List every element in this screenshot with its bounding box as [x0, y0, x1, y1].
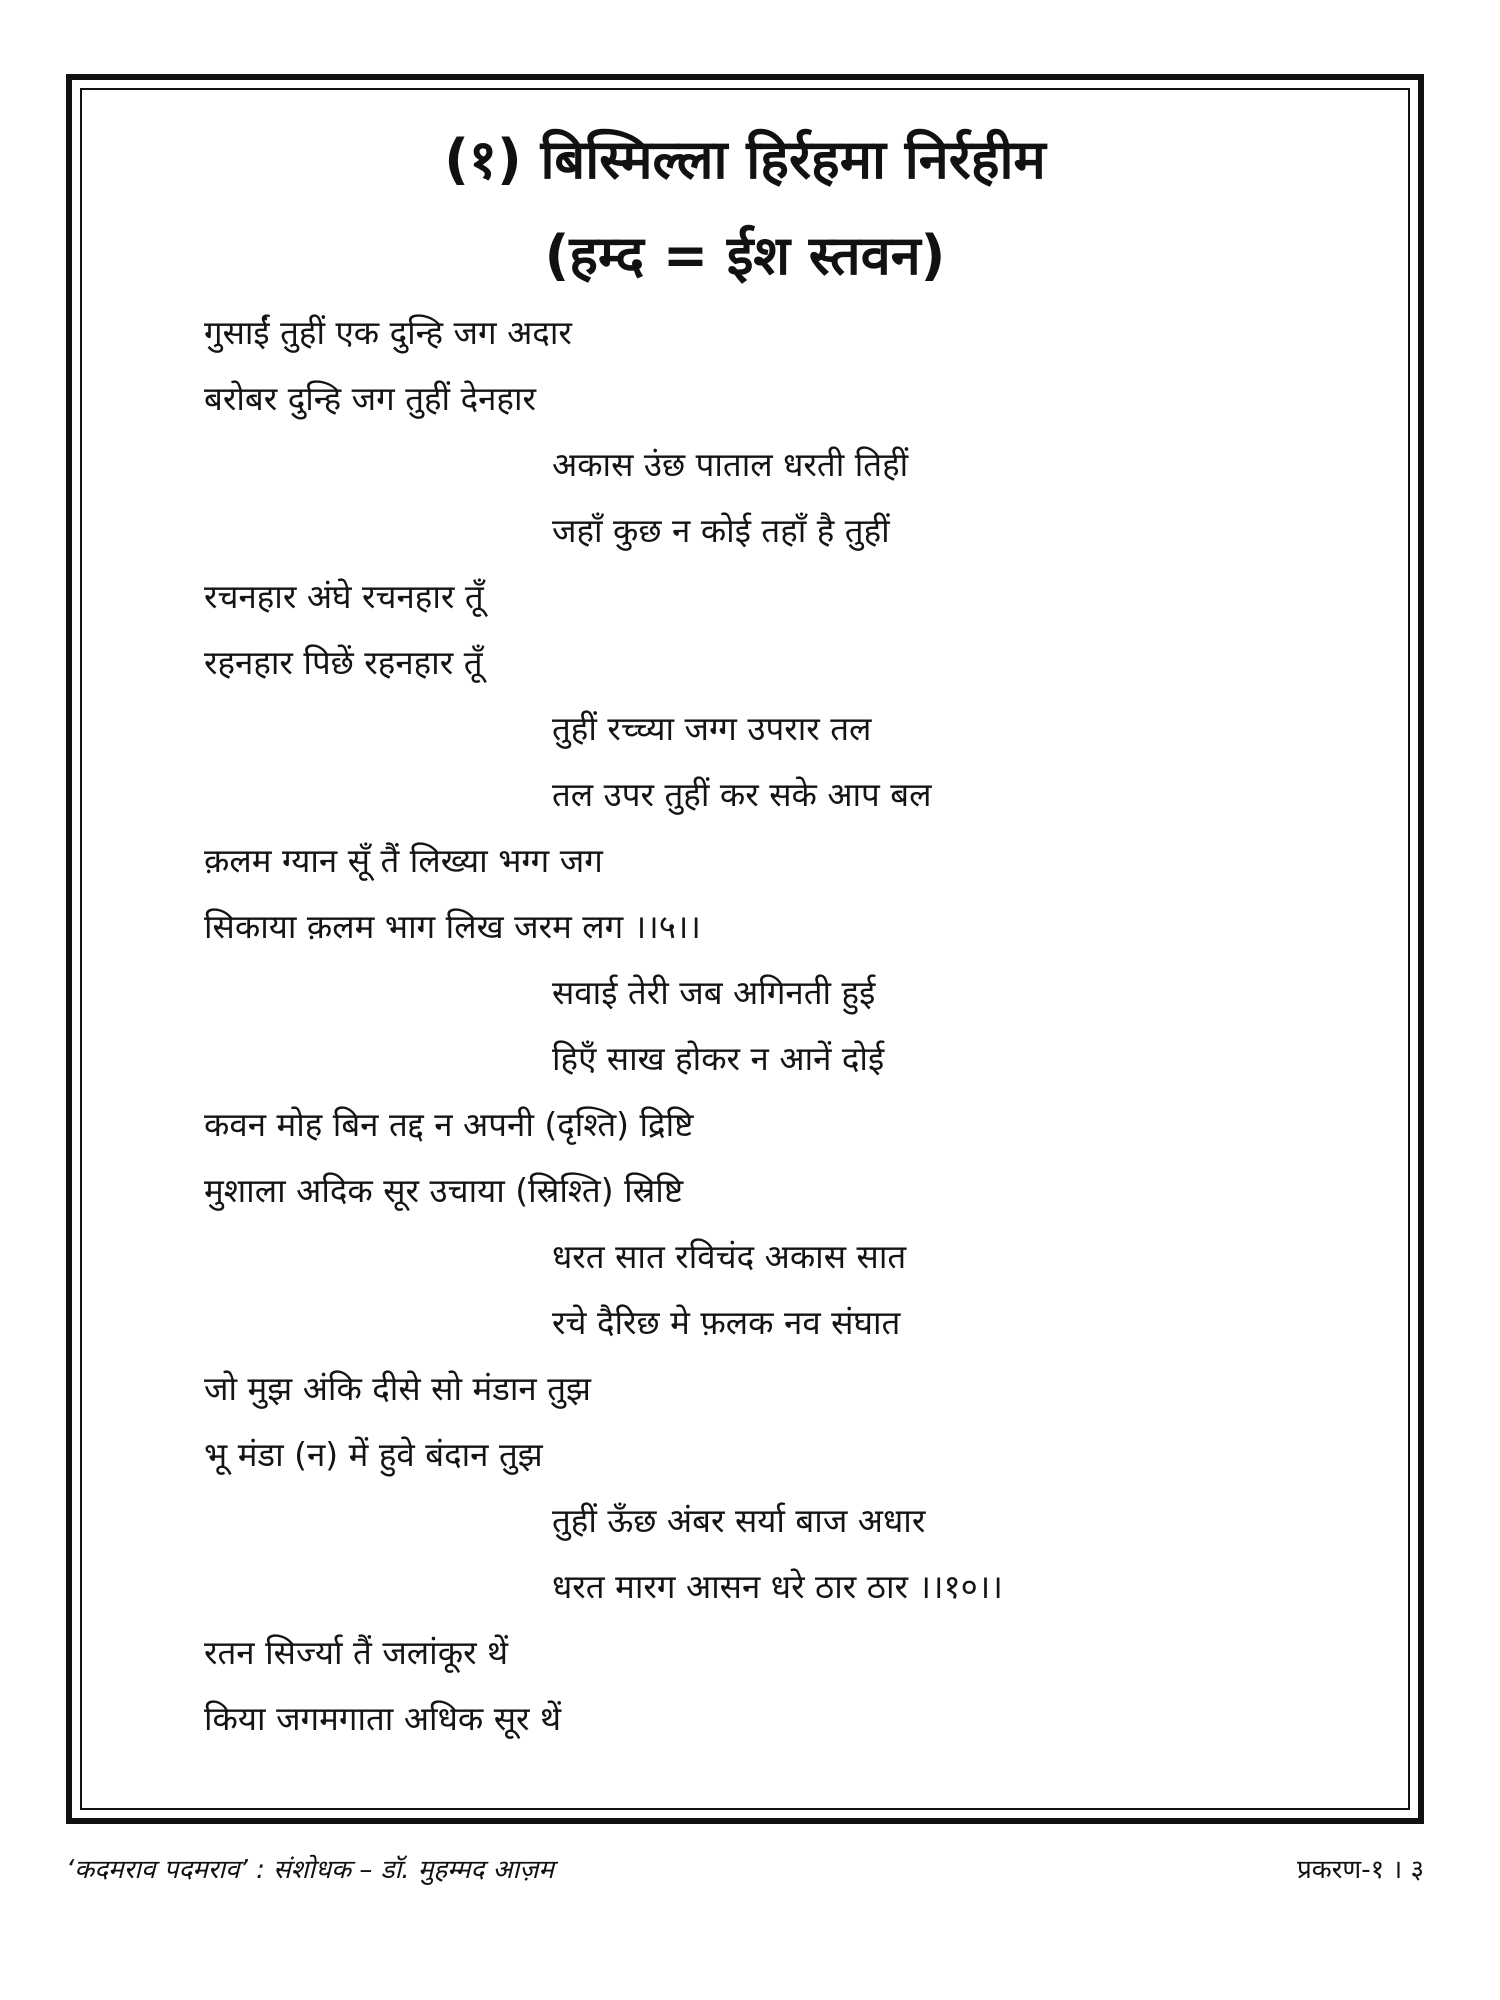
poem-verses: [82, 300, 1408, 1752]
page-inner-border: [80, 88, 1410, 1810]
verse-line: अकास उंछ पाताल धरती तिहीं: [552, 445, 909, 484]
verse-line: धरत सात रविचंद अकास सात: [552, 1237, 907, 1276]
verse-line: रचे दैरिछ मे फ़लक नव संघात: [552, 1303, 901, 1342]
verse-line: तल उपर तुहीं कर सके आप बल: [552, 775, 932, 814]
page-footer: [66, 1850, 1424, 1890]
verse-line: सवाई तेरी जब अगिनती हुई: [552, 973, 876, 1012]
verse-line: मुशाला अदिक सूर उचाया (स्रिश्ति) स्रिष्टि: [204, 1171, 684, 1210]
title-line-2: (हम्द = ईश स्तवन): [544, 224, 946, 287]
verse-line: कवन मोह बिन तद्द न अपनी (दृश्ति) द्रिष्टि: [204, 1105, 694, 1144]
verse-line: रचनहार अंघे रचनहार तूँ: [204, 577, 484, 616]
footer-page-number: प्रकरण-१ । ३: [1297, 1855, 1424, 1885]
verse-line: रहनहार पिछें रहनहार तूँ: [204, 643, 483, 682]
verse-line: हिएँ साख होकर न आनें दोई: [552, 1039, 885, 1078]
footer-book-credit: ‘कदमराव पदमराव’ : संशोधक – डॉ. मुहम्मद आज़म: [66, 1855, 554, 1885]
verse-line: तुहीं ऊँछ अंबर सर्या बाज अधार: [552, 1501, 926, 1540]
verse-line: किया जगमगाता अधिक सूर थें: [204, 1699, 562, 1738]
poem-title: [82, 112, 1408, 304]
verse-line: क़लम ग्यान सूँ तैं लिख्या भग्ग जग: [204, 841, 603, 880]
page-border: [66, 74, 1424, 1824]
verse-line: तुहीं रच्च्या जग्ग उपरार तल: [552, 709, 872, 748]
verse-line: भू मंडा (न) में हुवे बंदान तुझ: [204, 1435, 543, 1474]
verse-line: गुसाईं तुहीं एक दुन्हि जग अदार: [204, 313, 572, 352]
verse-line: रतन सिर्ज्या तैं जलांकूर थें: [204, 1633, 509, 1672]
title-line-1: (१) बिस्मिल्ला हिर्रहमा निर्रहीम: [444, 128, 1046, 191]
verse-line: जो मुझ अंकि दीसे सो मंडान तुझ: [204, 1369, 591, 1408]
verse-line: बरोबर दुन्हि जग तुहीं देनहार: [204, 379, 536, 418]
verse-line: धरत मारग आसन धरे ठार ठार ।।१०।।: [552, 1567, 1003, 1606]
verse-line: जहाँ कुछ न कोई तहाँ है तुहीं: [552, 511, 890, 550]
verse-line: सिकाया क़लम भाग लिख जरम लग ।।५।।: [204, 907, 701, 946]
